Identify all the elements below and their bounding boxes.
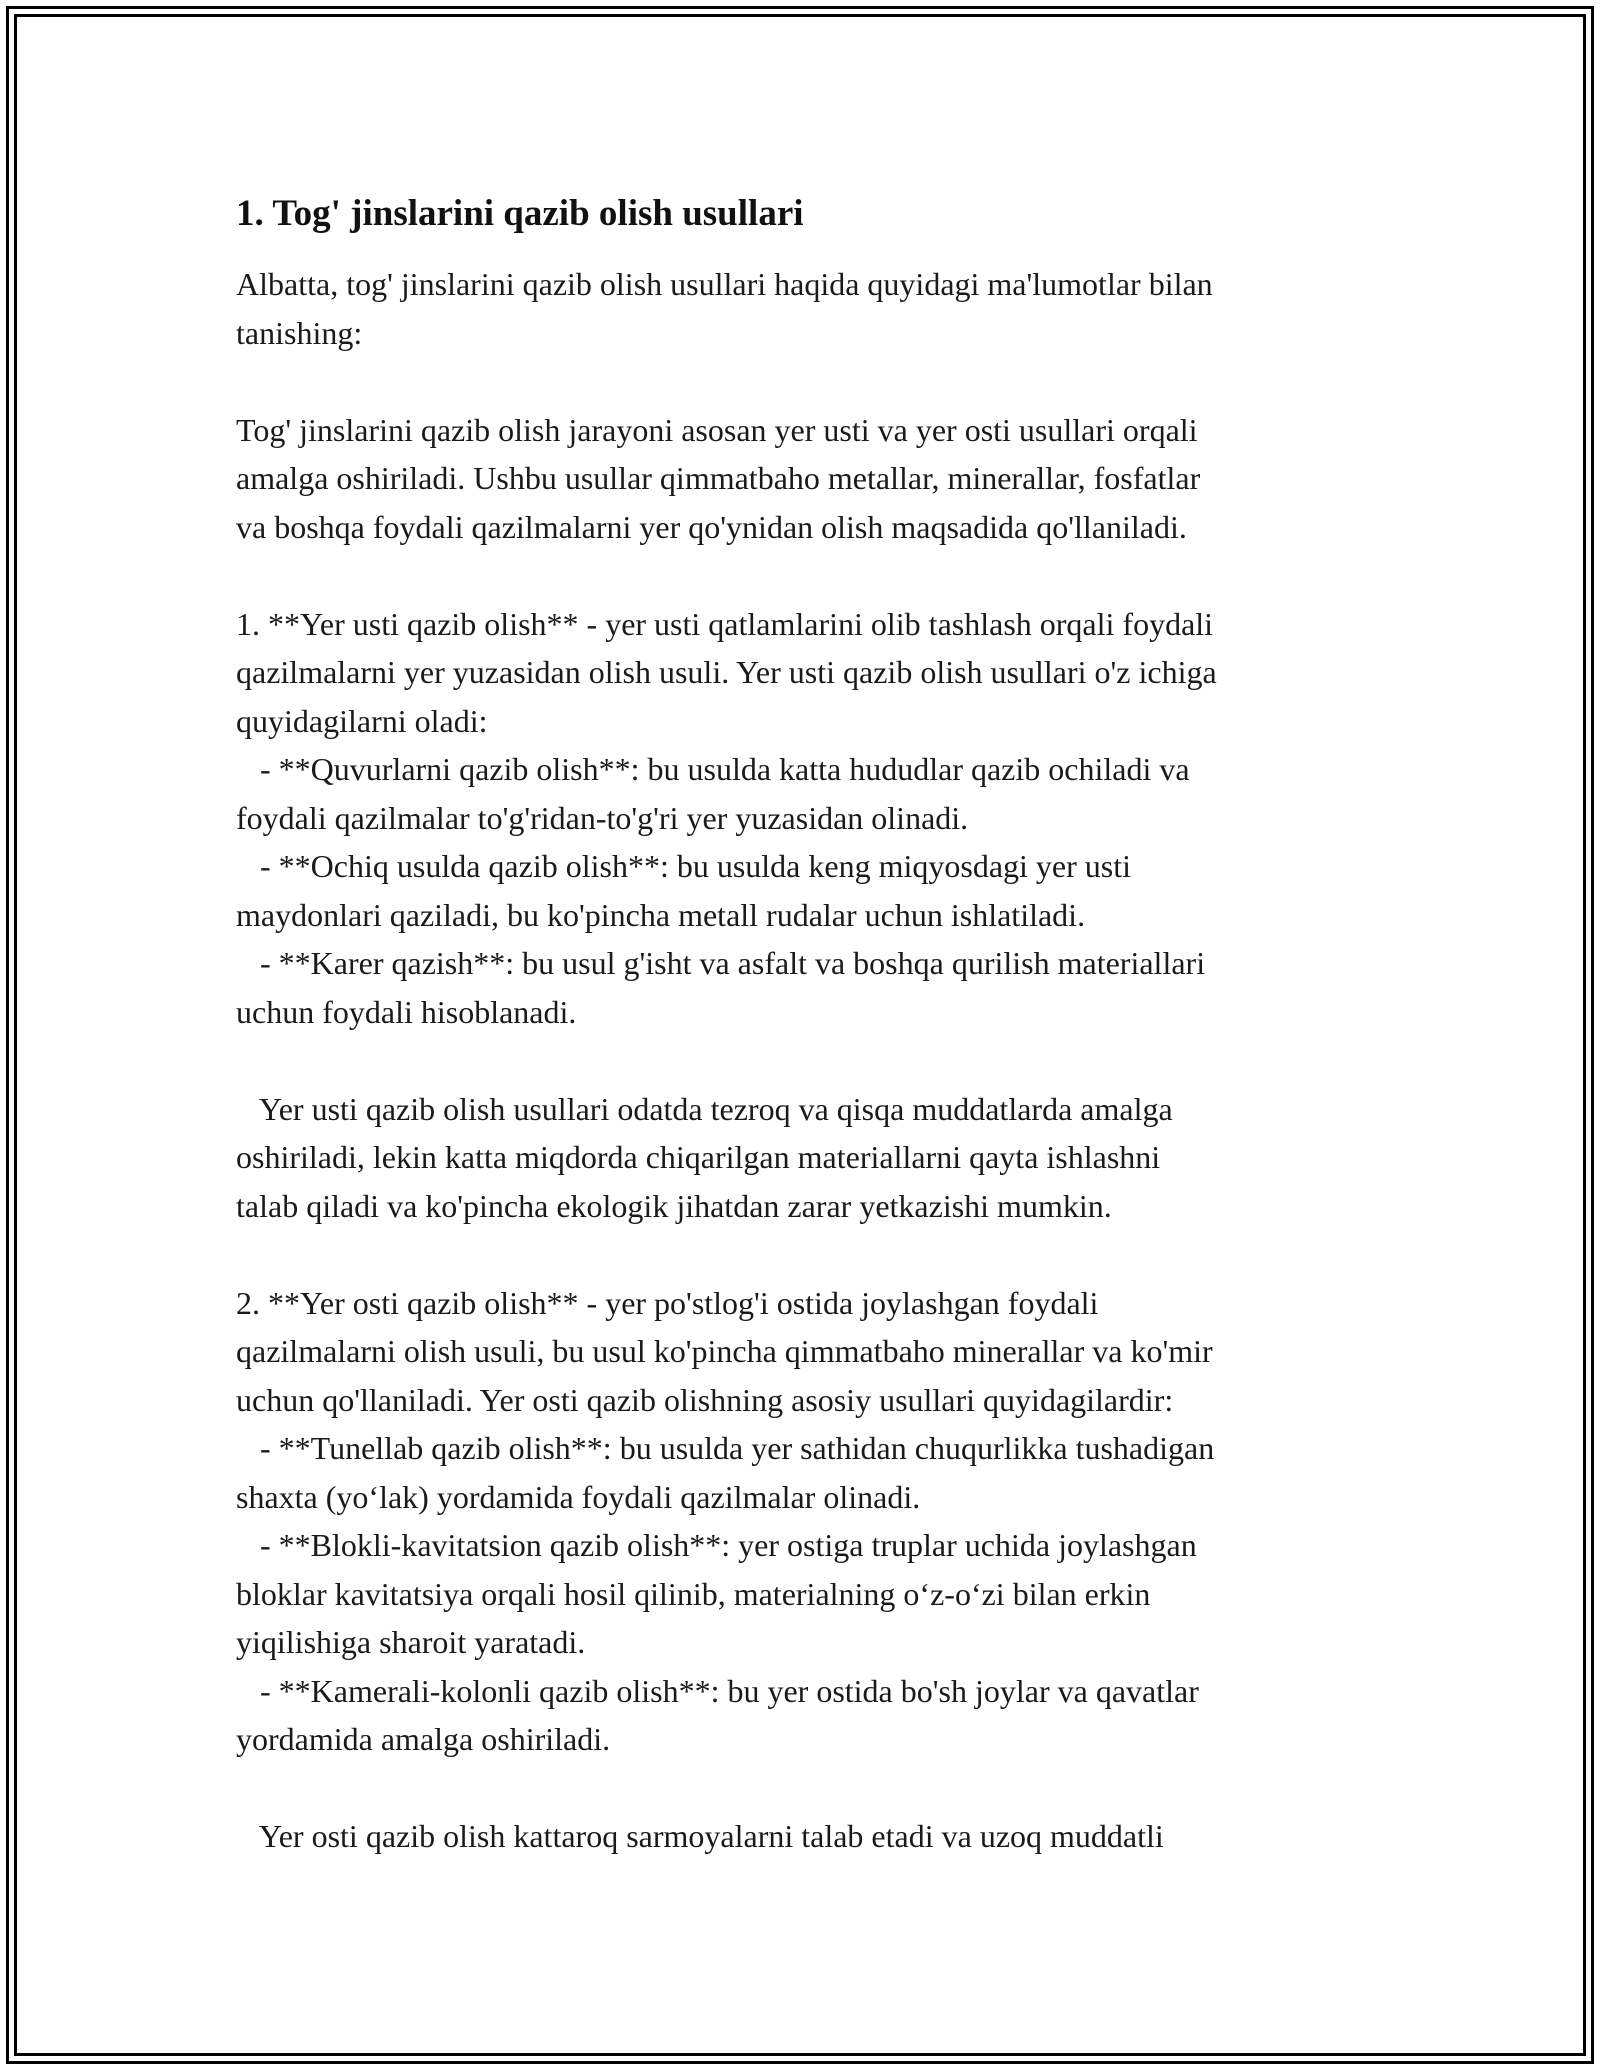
text-line: va boshqa foydali qazilmalarni yer qo'ynidan olish maqsadida qo'llaniladi. bbox=[236, 508, 1187, 545]
text-line: bloklar kavitatsiya orqali hosil qilinib, materialning o‘z-o‘zi bilan erkin bbox=[236, 1575, 1151, 1612]
text-line: oshiriladi, lekin katta miqdorda chiqarilgan materiallarni qayta ishlashni bbox=[236, 1139, 1161, 1175]
text-line: yiqilishiga sharoit yaratadi. bbox=[236, 1624, 586, 1660]
text-line: maydonlari qaziladi, bu ko'pincha metall rudalar uchun ishlatiladi. bbox=[236, 896, 1086, 933]
text-line: Albatta, tog' jinslarini qazib olish usullari haqida quyidagi ma'lumotlar bilan bbox=[236, 266, 1213, 302]
document-body bbox=[236, 186, 1386, 1861]
blank-line bbox=[236, 357, 1386, 406]
blank-line bbox=[236, 551, 1386, 600]
text-line: - **Tunellab qazib olish**: bu usulda yer sathidan chuqurlikka tushadigan bbox=[236, 1430, 1215, 1466]
text-line: - **Karer qazish**: bu usul g'isht va asfalt va boshqa qurilish materiallari bbox=[236, 945, 1206, 981]
text-line: foydali qazilmalar to'g'ridan-to'g'ri yer yuzasidan olinadi. bbox=[236, 799, 969, 836]
text-line: yordamida amalga oshiriladi. bbox=[236, 1721, 611, 1757]
text-line: amalga oshiriladi. Ushbu usullar qimmatbaho metallar, minerallar, fosfatlar bbox=[236, 460, 1201, 496]
text-line: - **Blokli-kavitatsion qazib olish**: yer ostiga truplar uchida joylashgan bbox=[236, 1527, 1197, 1563]
text-line: tanishing: bbox=[236, 314, 363, 351]
text-line: Yer osti qazib olish kattaroq sarmoyalarni talab etadi va uzoq muddatli bbox=[236, 1818, 1164, 1854]
text-line: Tog' jinslarini qazib olish jarayoni asosan yer usti va yer osti usullari orqali bbox=[236, 411, 1198, 448]
text-line: uchun qo'llaniladi. Yer osti qazib olishning asosiy usullari quyidagilardir: bbox=[236, 1381, 1174, 1418]
blank-line bbox=[236, 1764, 1386, 1813]
text-line: qazilmalarni yer yuzasidan olish usuli. Yer usti qazib olish usullari o'z ichiga bbox=[236, 654, 1217, 690]
text-line: talab qiladi va ko'pincha ekologik jihatdan zarar yetkazishi mumkin. bbox=[236, 1187, 1112, 1224]
text-line: uchun foydali hisoblanadi. bbox=[236, 993, 577, 1030]
text-line: quyidagilarni oladi: bbox=[236, 702, 488, 739]
text-line: qazilmalarni olish usuli, bu usul ko'pincha qimmatbaho minerallar va ko'mir bbox=[236, 1333, 1213, 1369]
document-title: 1. Tog' jinslarini qazib olish usullari bbox=[236, 193, 804, 234]
text-line: - **Ochiq usulda qazib olish**: bu usulda keng miqyosdagi yer usti bbox=[236, 848, 1131, 884]
blank-line bbox=[236, 1036, 1386, 1085]
text-line: - **Kamerali-kolonli qazib olish**: bu yer ostida bo'sh joylar va qavatlar bbox=[236, 1672, 1199, 1709]
text-line: Yer usti qazib olish usullari odatda tezroq va qisqa muddatlarda amalga bbox=[236, 1090, 1173, 1127]
text-line: - **Quvurlarni qazib olish**: bu usulda katta hududlar qazib ochiladi va bbox=[236, 751, 1190, 787]
document-text bbox=[236, 260, 1386, 1861]
text-line: 2. **Yer osti qazib olish** - yer po'stlog'i ostida joylashgan foydali bbox=[236, 1284, 1099, 1321]
text-line: shaxta (yo‘lak) yordamida foydali qazilmalar olinadi. bbox=[236, 1478, 921, 1515]
blank-line bbox=[236, 1230, 1386, 1279]
text-line: 1. **Yer usti qazib olish** - yer usti qatlamlarini olib tashlash orqali foydali bbox=[236, 605, 1214, 642]
